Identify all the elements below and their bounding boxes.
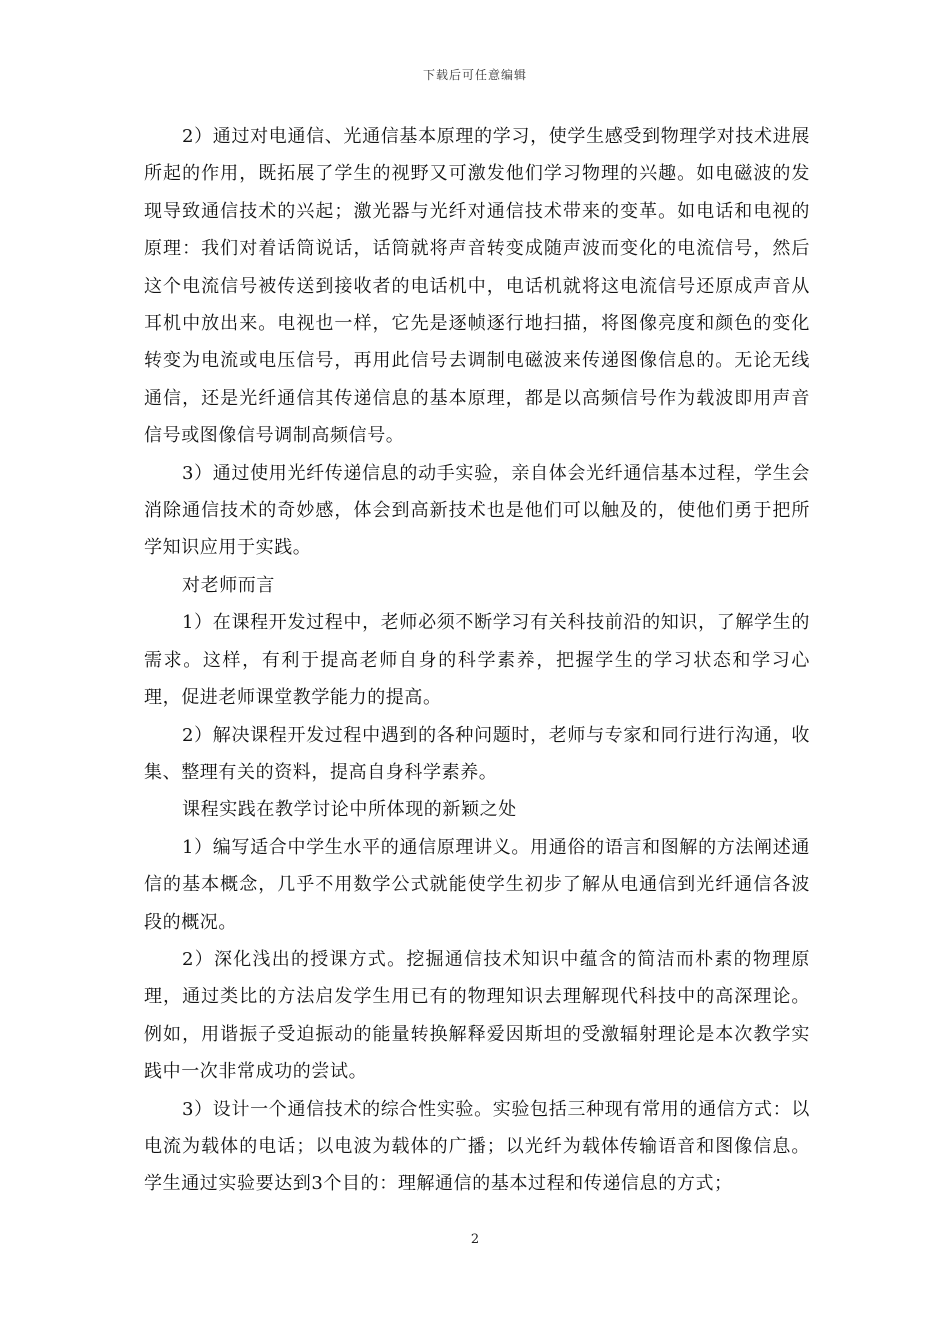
document-body [144,118,810,1203]
page-header: 下载后可任意编辑 [422,68,527,82]
paragraph-point-2-principles: 2）通过对电通信、光通信基本原理的学习，使学生感受到物理学对技术进展所起的作用，既拓展了学生的视野又可激发他们学习物理的兴趣。如电磁波的发现导致通信技术的兴起；激光器与光纤对通信技术带来的变革。如电话和电视的原理：我们对着话筒说话，话筒就将声音转变成随声波而变化的电流信号，然后这个电流信号被传送到接收者的电话机中，电话机就将这电流信号还原成声音从耳机中放出来。电视也一样，它先是逐帧逐行地扫描，将图像亮度和颜色的变化转变为电流或电压信号，再用此信号去调制电磁波来传递图像信息的。无论无线通信，还是光纤通信其传递信息的基本原理，都是以高频信号作为载波即用声音信号或图像信号调制高频信号。 [144,126,810,447]
paragraph-innovation-point-1: 1）编写适合中学生水平的通信原理讲义。用通俗的语言和图解的方法阐述通信的基本概念，几乎不用数学公式就能使学生初步了解从电通信到光纤通信各波段的概况。 [144,836,810,933]
paragraph-teacher-point-2: 2）解决课程开发过程中遇到的各种问题时，老师与专家和同行进行沟通，收集、整理有关的资料，提高自身科学素养。 [144,724,810,783]
paragraph-innovation-point-2: 2）深化浅出的授课方式。挖掘通信技术知识中蕴含的简洁而朴素的物理原理，通过类比的方法启发学生用已有的物理知识去理解现代科技中的高深理论。例如，用谐振子受迫振动的能量转换解释爱因斯坦的受激辐射理论是本次教学实践中一次非常成功的尝试。 [144,948,810,1083]
page-number: 2 [470,1232,480,1247]
paragraph-point-3-experiment: 3）通过使用光纤传递信息的动手实验，亲自体会光纤通信基本过程，学生会消除通信技术的奇妙感，体会到高新技术也是他们可以触及的，使他们勇于把所学知识应用于实践。 [144,462,810,559]
section-heading-teachers: 对老师而言 [182,574,275,596]
section-heading-innovations: 课程实践在教学讨论中所体现的新颖之处 [182,799,517,821]
paragraph-teacher-point-1: 1）在课程开发过程中，老师必须不断学习有关科技前沿的知识，了解学生的需求。这样，有利于提高老师自身的科学素养，把握学生的学习状态和学习心理，促进老师课堂教学能力的提高。 [144,612,810,709]
paragraph-innovation-point-3: 3）设计一个通信技术的综合性实验。实验包括三种现有常用的通信方式：以电流为载体的电话；以电波为载体的广播；以光纤为载体传输语音和图像信息。学生通过实验要达到3个目的：理解通信的基本过程和传递信息的方式； [144,1098,810,1195]
